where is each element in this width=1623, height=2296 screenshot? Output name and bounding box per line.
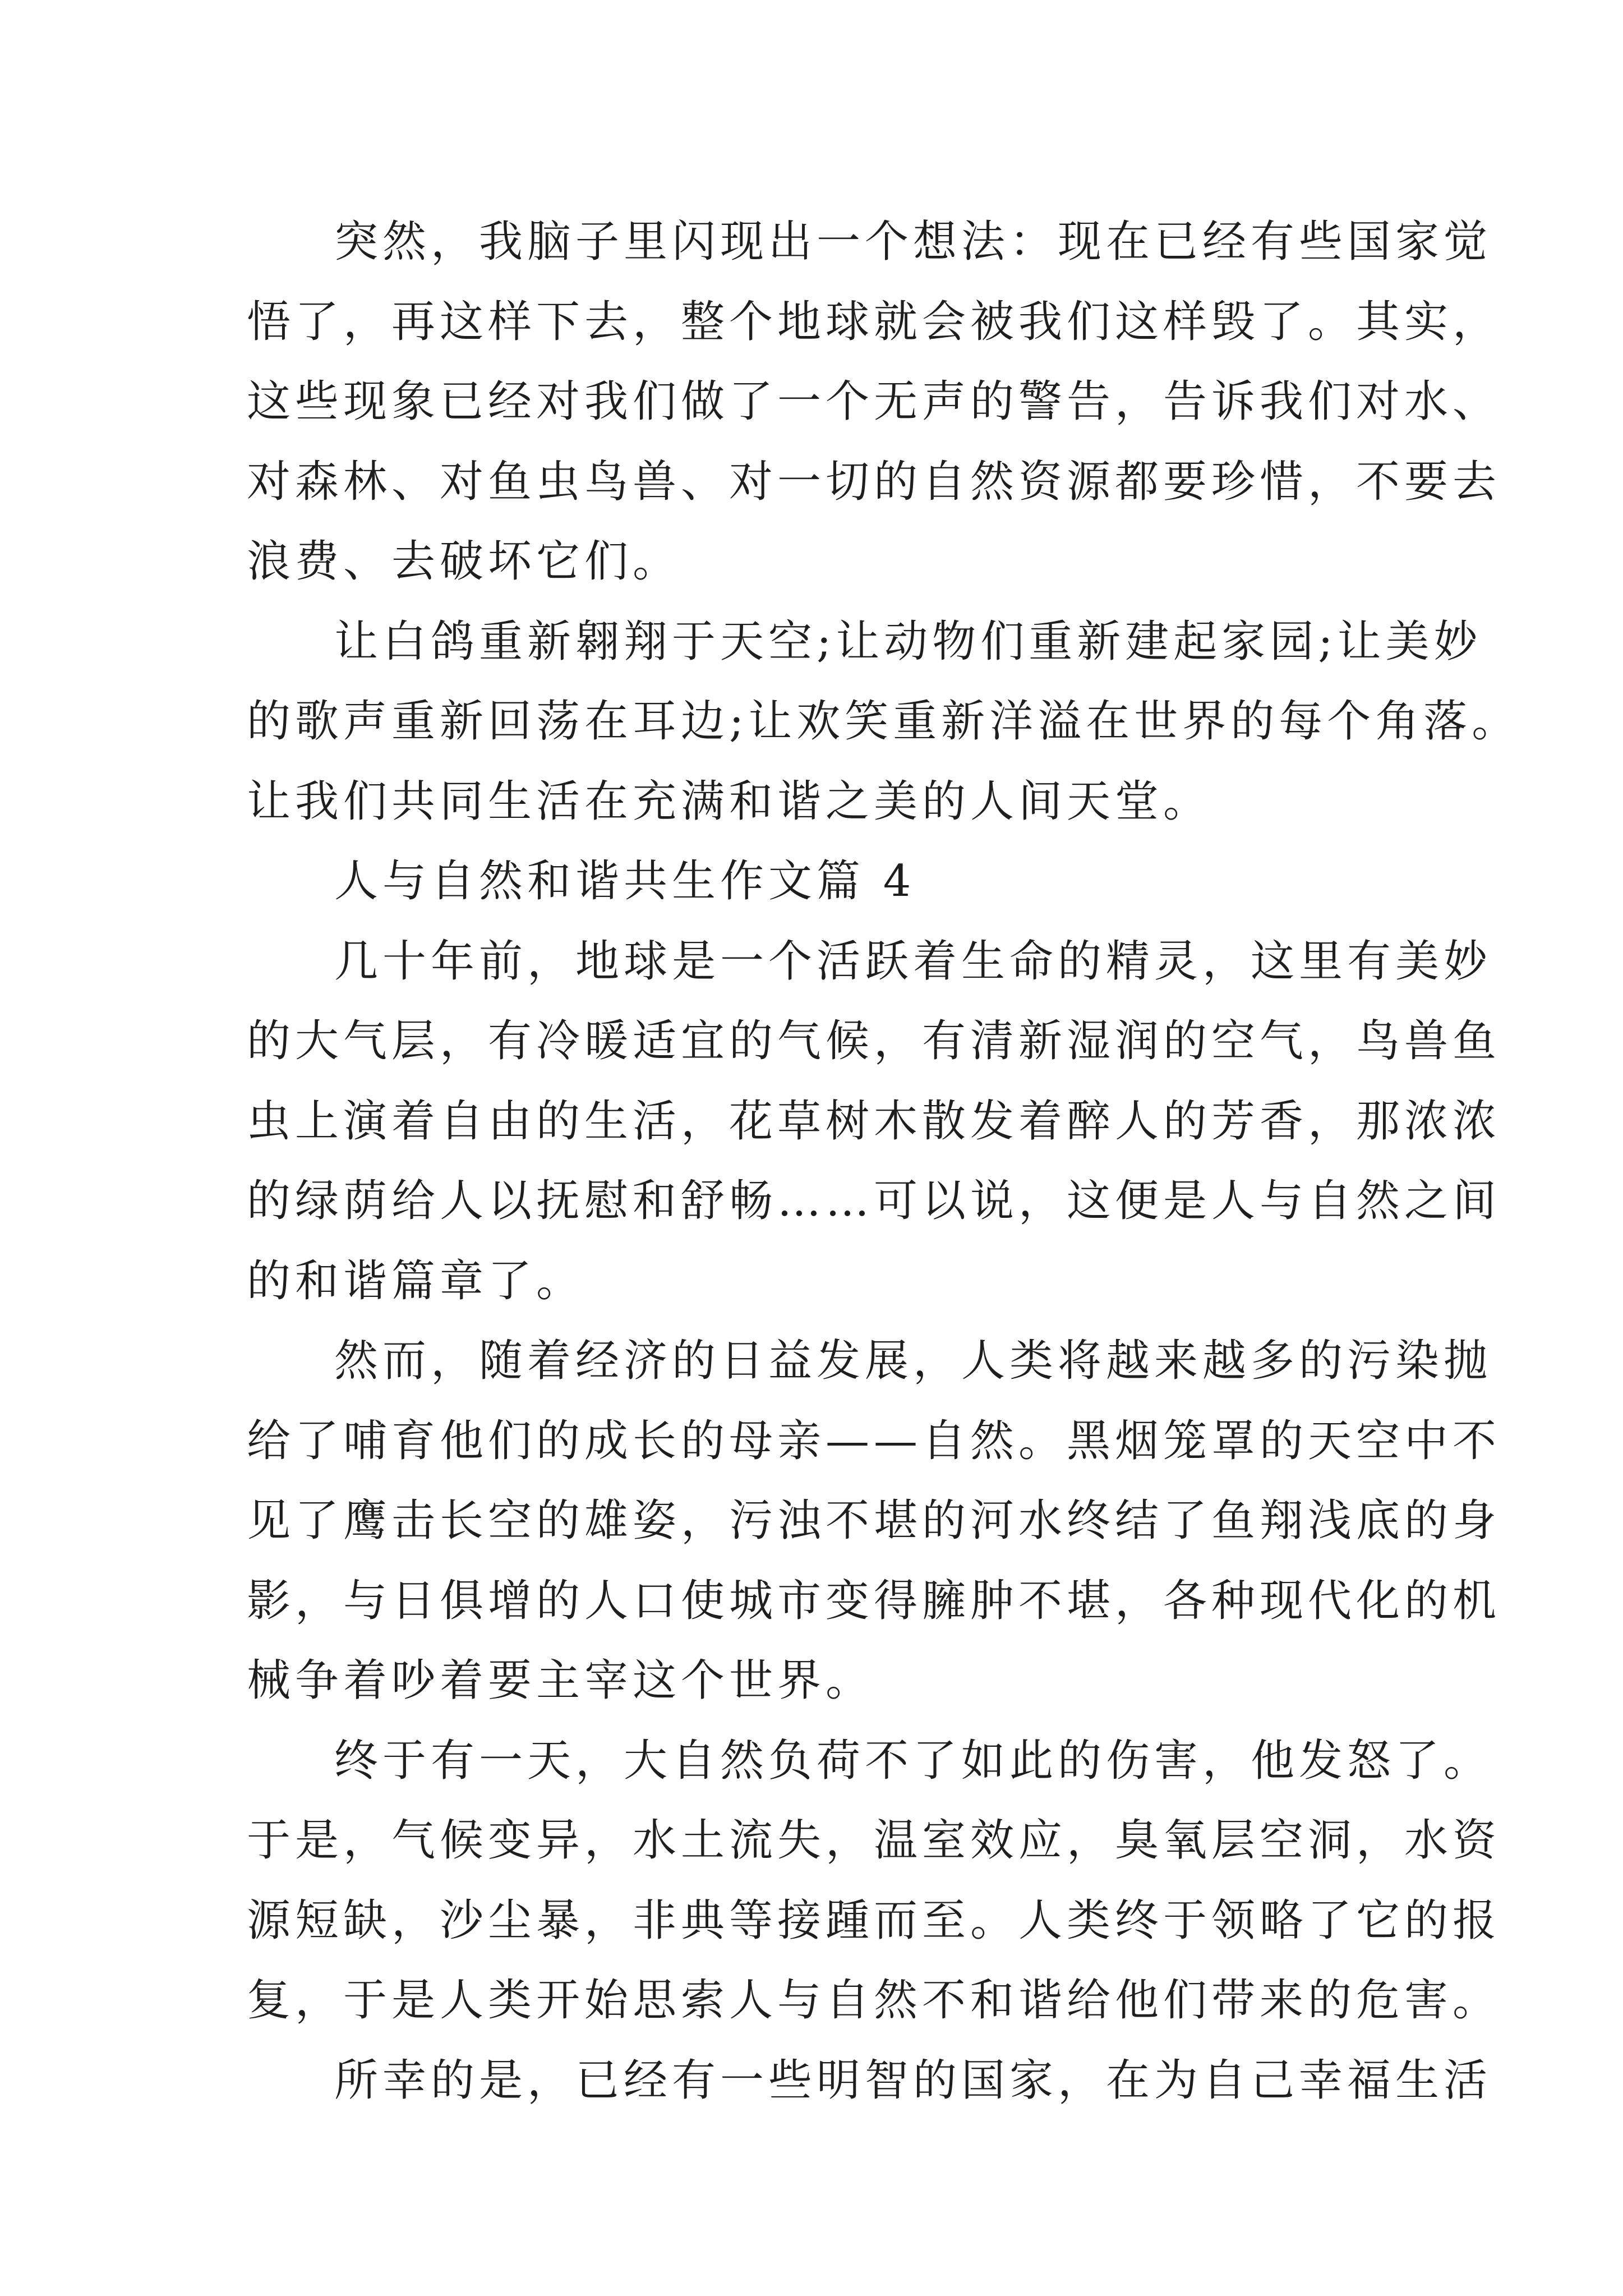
text-line: 虫上演着自由的生活，花草树木散发着醉人的芳香，那浓浓 bbox=[247, 1096, 1501, 1147]
text-line: 械争着吵着要主宰这个世界。 bbox=[247, 1655, 874, 1706]
text-line: 然而，随着经济的日益发展，人类将越来越多的污染抛 bbox=[334, 1336, 1492, 1386]
text-line: 的歌声重新回荡在耳边;让欢笑重新洋溢在世界的每个角落。 bbox=[247, 696, 1520, 747]
text-line: 终于有一天，大自然负荷不了如此的伤害，他发怒了。 bbox=[334, 1735, 1492, 1786]
text-line: 对森林、对鱼虫鸟兽、对一切的自然资源都要珍惜，不要去 bbox=[247, 456, 1501, 507]
text-line: 让白鸽重新翱翔于天空;让动物们重新建起家园;让美妙 bbox=[334, 616, 1482, 667]
text-line: 影，与日俱增的人口使城市变得臃肿不堪，各种现代化的机 bbox=[247, 1575, 1501, 1626]
document-body bbox=[247, 202, 1520, 2120]
text-line: 让我们共同生活在充满和谐之美的人间天堂。 bbox=[247, 776, 1212, 827]
text-line: 浪费、去破坏它们。 bbox=[247, 536, 681, 587]
text-line: 的和谐篇章了。 bbox=[247, 1255, 585, 1306]
text-line: 源短缺，沙尘暴，非典等接踵而至。人类终于领略了它的报 bbox=[247, 1895, 1501, 1946]
text-line: 悟了，再这样下去，整个地球就会被我们这样毁了。其实， bbox=[247, 296, 1501, 347]
text-line: 复，于是人类开始思索人与自然不和谐给他们带来的危害。 bbox=[247, 1975, 1501, 2026]
text-line: 所幸的是，已经有一些明智的国家，在为自己幸福生活 bbox=[334, 2055, 1492, 2106]
text-line: 给了哺育他们的成长的母亲——自然。黑烟笼罩的天空中不 bbox=[247, 1415, 1501, 1466]
text-line: 几十年前，地球是一个活跃着生命的精灵，这里有美妙 bbox=[334, 936, 1492, 987]
text-line: 见了鹰击长空的雄姿，污浊不堪的河水终结了鱼翔浅底的身 bbox=[247, 1496, 1501, 1546]
text-line: 突然，我脑子里闪现出一个想法：现在已经有些国家觉 bbox=[334, 217, 1492, 267]
text-line: 这些现象已经对我们做了一个无声的警告，告诉我们对水、 bbox=[247, 376, 1501, 427]
text-line: 的绿荫给人以抚慰和舒畅……可以说，这便是人与自然之间 bbox=[247, 1176, 1501, 1226]
text-line: 于是，气候变异，水土流失，温室效应，臭氧层空洞，水资 bbox=[247, 1815, 1501, 1866]
text-line: 的大气层，有冷暖适宜的气候，有清新湿润的空气，鸟兽鱼 bbox=[247, 1016, 1501, 1066]
section-heading: 人与自然和谐共生作文篇 4 bbox=[334, 856, 916, 907]
